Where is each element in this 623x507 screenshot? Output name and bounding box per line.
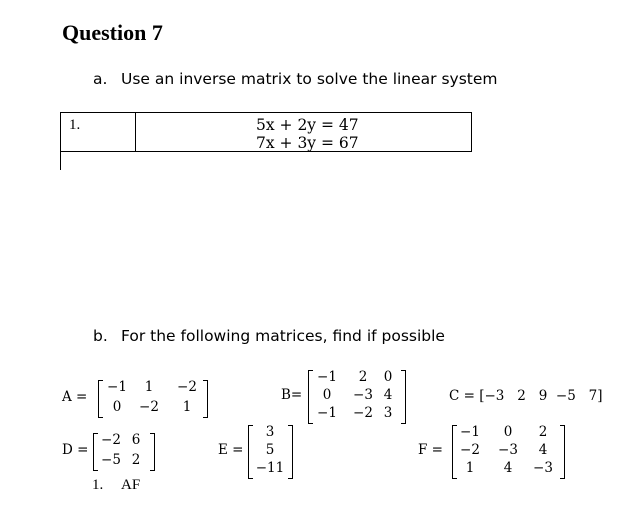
matrix-d-label: D = [62, 442, 89, 458]
matrix-b-right-bracket [401, 370, 406, 424]
task-number: 1. [92, 477, 104, 493]
matrix-e-label: E = [218, 442, 244, 458]
matrix-b-cell: 0 [383, 369, 393, 385]
matrix-a-cell: −2 [177, 379, 197, 395]
matrix-a-label: A = [62, 389, 88, 405]
matrix-f-right-bracket [560, 425, 565, 479]
matrix-a [62, 378, 222, 418]
matrix-f-cell: 4 [538, 442, 548, 458]
row-number: 1. [69, 117, 81, 133]
matrix-a-left-bracket [98, 380, 103, 418]
matrix-a-cell: 1 [182, 399, 192, 415]
matrix-e-cell: 5 [265, 442, 275, 458]
matrix-e [218, 423, 298, 479]
matrix-b-label: B= [281, 387, 303, 403]
matrix-f-cell: 0 [503, 424, 513, 440]
linear-system-table [60, 112, 472, 152]
matrix-d-right-bracket [150, 433, 155, 471]
matrix-c [449, 388, 621, 410]
matrix-e-cell: 3 [265, 424, 275, 440]
matrix-b-cell: 4 [383, 387, 393, 403]
matrix-f-cell: 2 [538, 424, 548, 440]
matrix-a-cell: −2 [139, 399, 159, 415]
matrix-f-cell: −1 [460, 424, 480, 440]
table-divider [135, 113, 136, 151]
matrix-b-cell: −2 [353, 405, 373, 421]
equation-1: 5x + 2y = 47 [256, 116, 359, 134]
matrix-d [62, 431, 172, 471]
matrix-f-cell: −3 [533, 460, 553, 476]
matrix-c-row: C = [−3 2 9 −5 7] [449, 388, 603, 404]
matrix-b-cell: −1 [317, 369, 337, 385]
matrix-a-right-bracket [203, 380, 208, 418]
matrix-a-cell: −1 [107, 379, 127, 395]
matrix-d-cell: −5 [101, 452, 121, 468]
matrix-f-label: F = [418, 442, 443, 458]
matrix-b-cell: 2 [358, 369, 368, 385]
matrix-d-cell: 2 [131, 452, 141, 468]
matrix-b [281, 368, 411, 424]
matrix-b-cell: −3 [353, 387, 373, 403]
matrix-e-right-bracket [288, 425, 293, 479]
part-a-marker: a. [93, 70, 108, 88]
task-expression: AF [121, 477, 141, 493]
part-a-instruction: Use an inverse matrix to solve the linear system [121, 70, 498, 88]
matrix-f-cell: 1 [465, 460, 475, 476]
matrix-b-cell: −1 [317, 405, 337, 421]
matrix-d-cell: −2 [101, 432, 121, 448]
text-cursor [60, 152, 61, 170]
matrix-e-cell: −11 [255, 460, 285, 476]
matrix-d-cell: 6 [131, 432, 141, 448]
matrix-f [418, 423, 568, 479]
matrix-f-cell: 4 [503, 460, 513, 476]
matrix-b-cell: 0 [322, 387, 332, 403]
matrix-a-cell: 1 [144, 379, 154, 395]
matrix-f-cell: −2 [460, 442, 480, 458]
part-b-instruction: For the following matrices, find if possible [121, 327, 445, 345]
matrix-f-cell: −3 [498, 442, 518, 458]
matrix-b-cell: 3 [383, 405, 393, 421]
matrix-a-cell: 0 [112, 399, 122, 415]
part-b-marker: b. [93, 327, 108, 345]
equation-2: 7x + 3y = 67 [256, 134, 359, 152]
question-title: Question 7 [62, 20, 163, 45]
matrix-e-left-bracket [248, 425, 253, 479]
